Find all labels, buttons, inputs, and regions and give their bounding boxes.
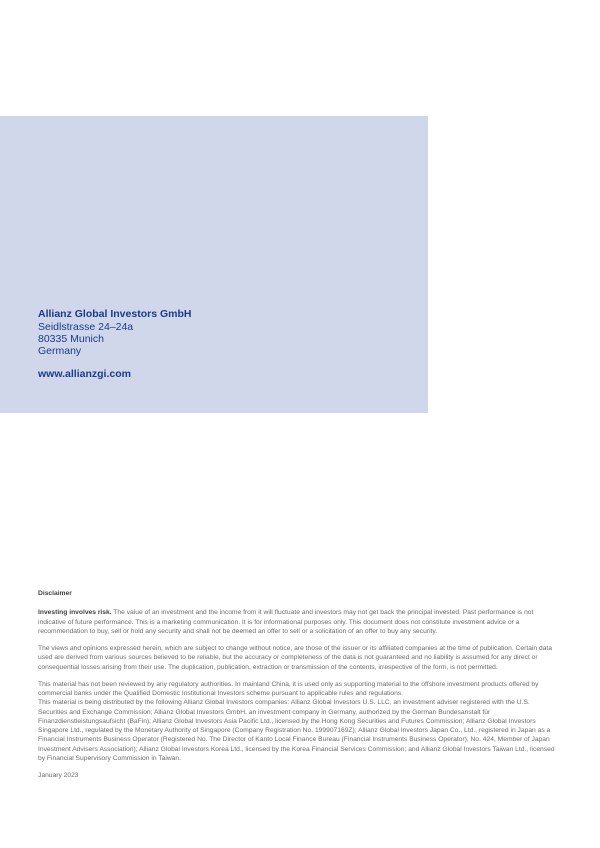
publication-date: January 2023 — [38, 772, 79, 779]
address-country: Germany — [38, 345, 82, 357]
address-city: 80335 Munich — [38, 333, 104, 345]
views-paragraph: The views and opinions expressed herein, which are subject to change without notice, are those of the issuer or its affiliated companies at the time of publication. Certain data used are derived from various sources believed to be reliable, but the accuracy or completeness of the data is not guaranteed and no liability is assumed for any direct or consequential losses arising from their use. The duplication, publication, extraction or transmission of the contents, irrespective of the form, is not permitted. — [38, 645, 552, 671]
address-street: Seidlstrasse 24–24a — [38, 321, 134, 333]
risk-paragraph — [38, 608, 560, 636]
disclaimer-section — [38, 589, 560, 780]
regulatory-paragraph: This material has not been reviewed by any regulatory authorities. In mainland China, it is used only as supporting material to the offshore investment products offered by commercial banks under the Qualified Domestic Institutional Investors scheme pursuant to applicable rules and regulations. — [38, 680, 539, 697]
disclaimer-heading: Disclaimer — [38, 590, 72, 597]
distribution-paragraph: This material is being distributed by the following Allianz Global Investors companies: Allianz Global Investors U.S. LLC, an investment adviser registered with the U.S. Securities and Exchange Commission; Allianz Global Investors GmbH, an investment company in Germany, authorized by the German Bundesanstalt für Finanzdienstleistungsaufsicht (BaFin); Allianz Global Investors Asia Pacific Ltd., licensed by the Hong Kong Securities and Futures Commission; Allianz Global Investors Singapore Ltd., regulated by the Monetary Authority of Singapore (Company Registration No. 199907169Z); Allianz Global Investors Japan Co., Ltd., registered in Japan as a Financial Instruments Business Operator (Registered No. The Director of Kanto Local Finance Bureau (Financial Instruments Business Operator), No. 424, Member of Japan Investment Advisers Association); Allianz Global Investors Korea Ltd., licensed by the Korea Financial Services Commission; and Allianz Global Investors Taiwan Ltd., licensed by Financial Supervisory Commission in Taiwan. — [38, 699, 555, 762]
risk-lead: Investing involves risk. — [38, 609, 112, 617]
risk-text: The value of an investment and the income from it will fluctuate and investors may not get back the principal invested. Past performance is not indicative of future performance. This is a marketing communication. It is for informational purposes only. This document does not constitute investment advice or a recommendation to buy, sell or hold any security and shall not be deemed an offer to sell or a solicitation of an offer to buy any security. — [38, 609, 534, 635]
company-name: Allianz Global Investors GmbH — [38, 308, 192, 320]
website-link[interactable]: www.allianzgi.com — [38, 368, 131, 380]
